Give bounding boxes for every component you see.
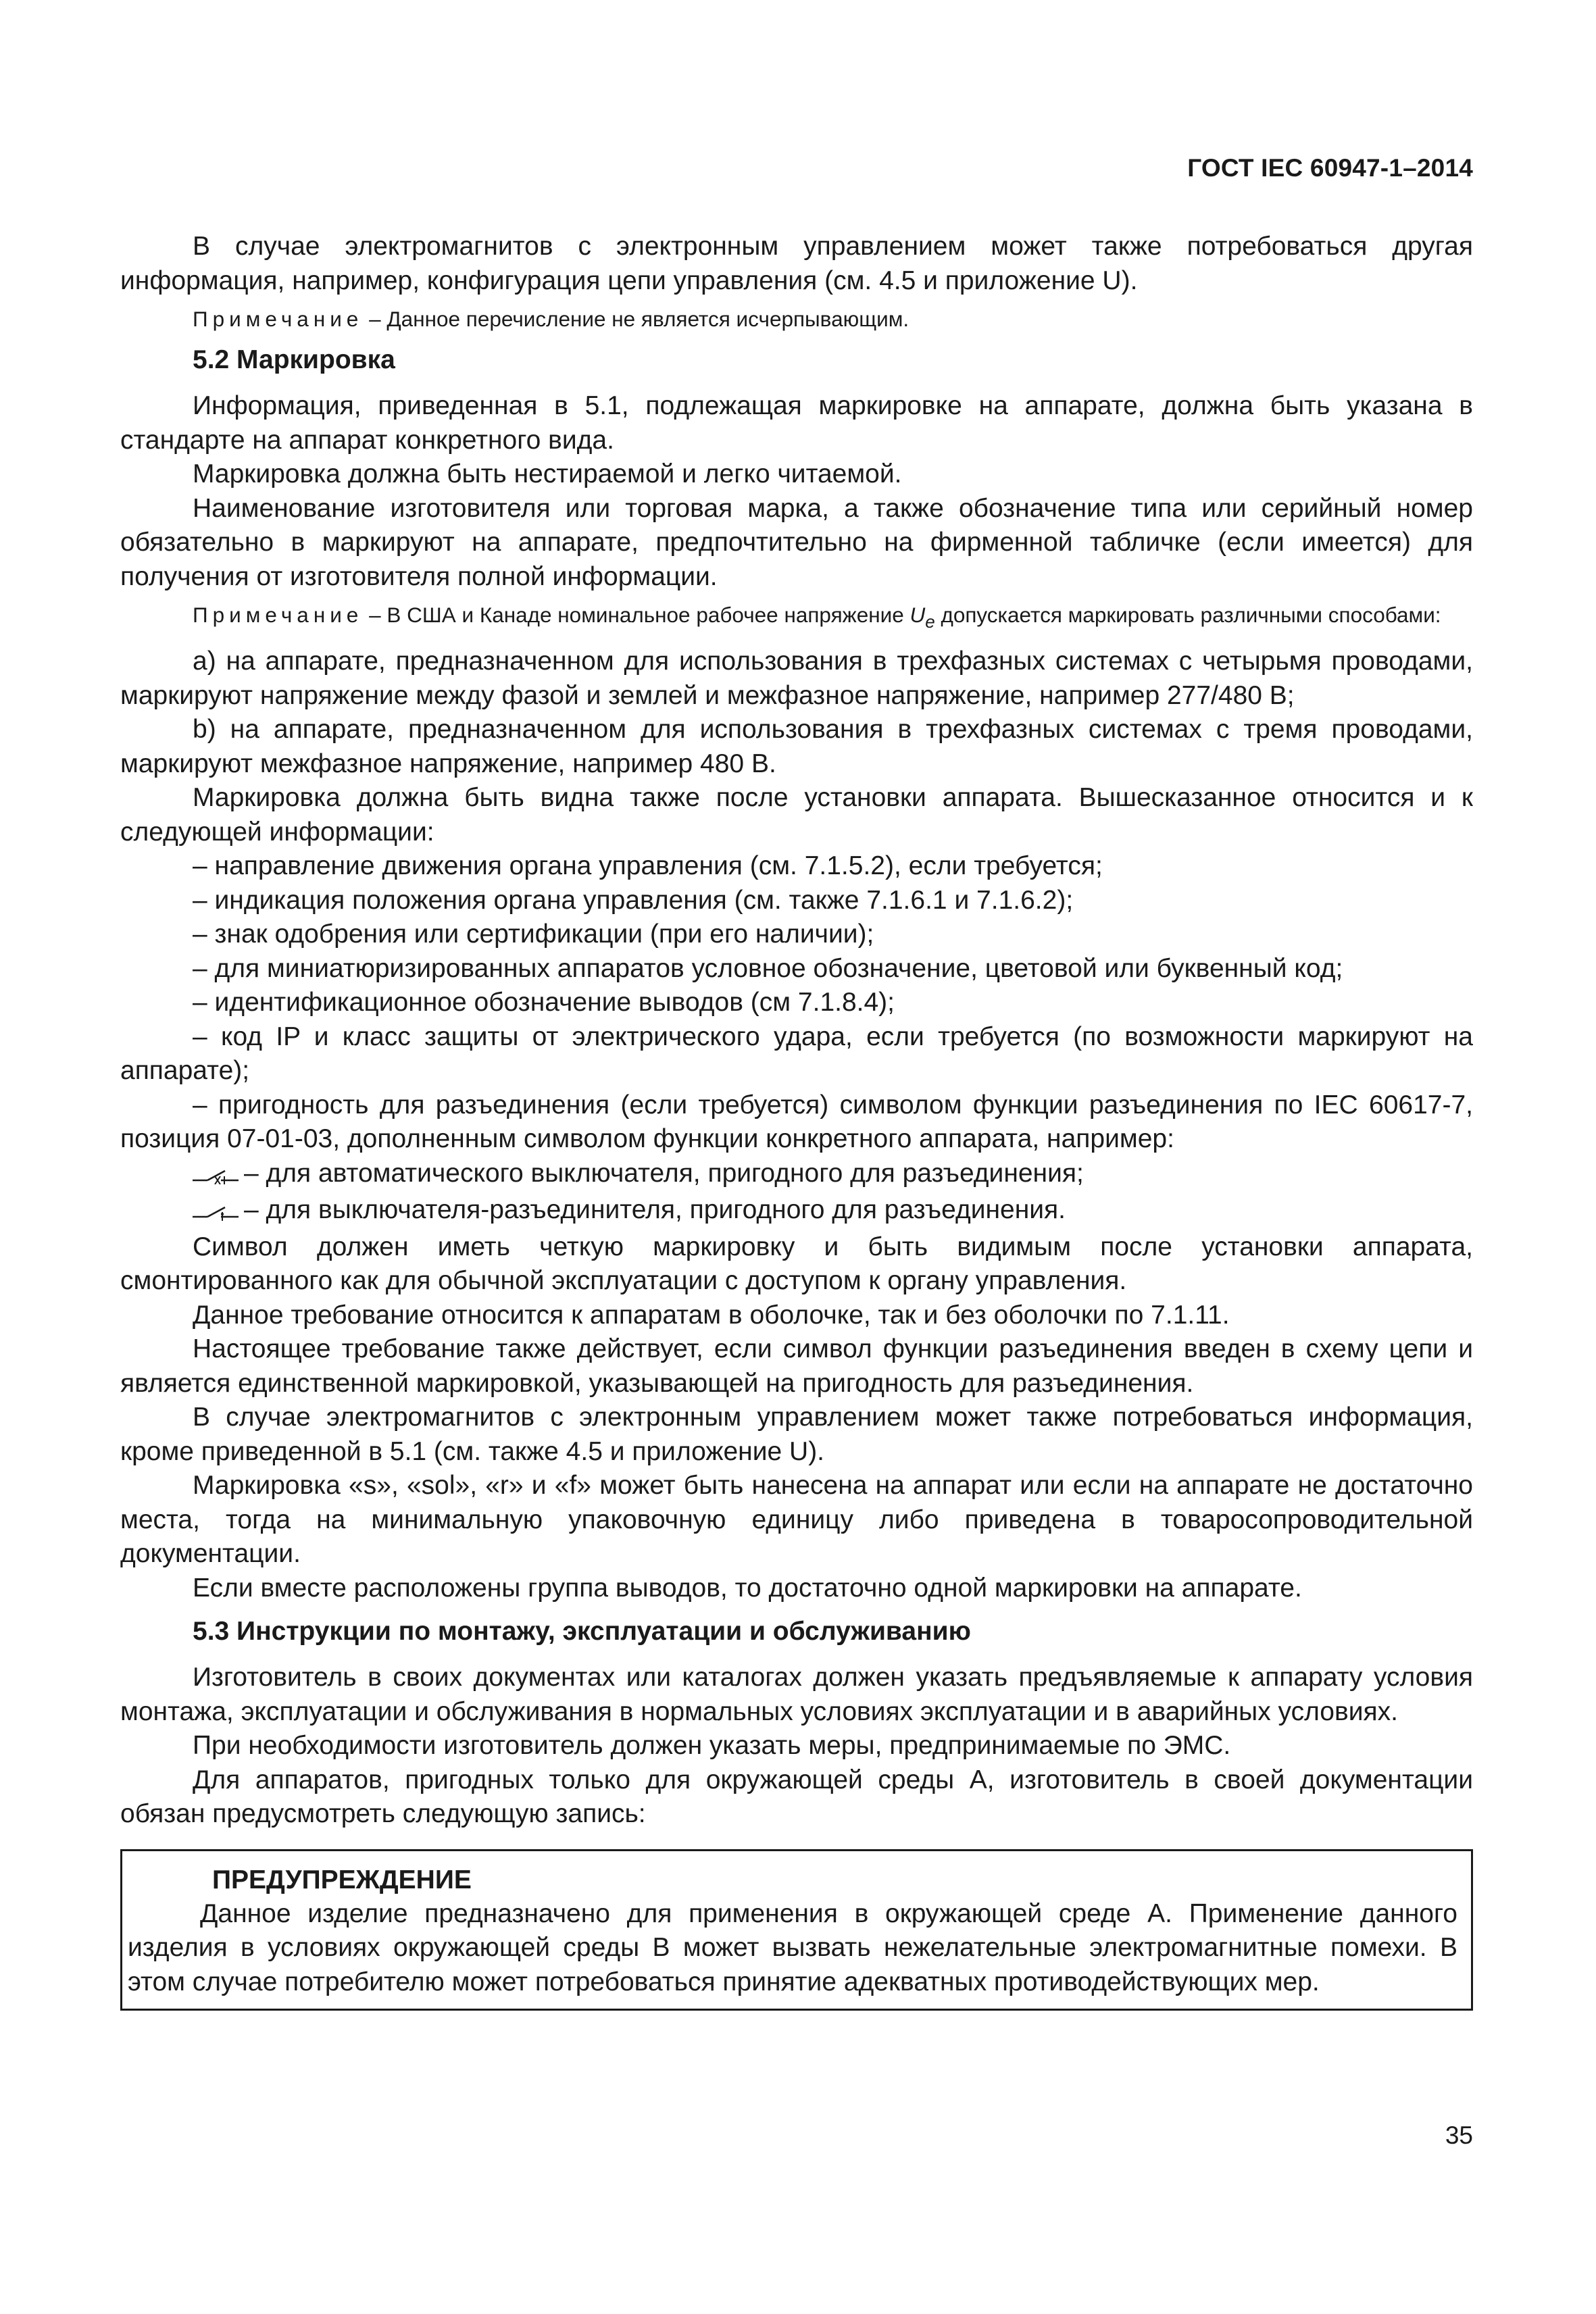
list-item: – индикация положения органа управления (см. также 7.1.6.1 и 7.1.6.2); <box>193 885 1074 915</box>
paragraph: Настоящее требование также действует, если символ функции разъединения введен в схему цепи и является единственной маркировкой, указывающей на пригодность для разъединения. <box>120 1334 1473 1398</box>
list-item: – знак одобрения или сертификации (при его наличии); <box>193 920 874 949</box>
note-text-pre: – В США и Канаде номинальное рабочее напряжение <box>363 603 910 627</box>
warning-text: Данное изделие предназначено для применения в окружающей среде А. Применение данного изделия в условиях окружающей среды В может вызвать нежелательные электромагнитные помехи. В этом случае потребителю может потребоваться принятие адекватных противодействующих мер. <box>128 1898 1457 1996</box>
paragraph: В случае электромагнитов с электронным управлением может также потребоваться информация, кроме приведенной в 5.1 (см. также 4.5 и приложение U). <box>120 1403 1473 1466</box>
symbol-description: – для выключателя-разъединителя, пригодного для разъединения. <box>244 1195 1066 1224</box>
paragraph: Для аппаратов, пригодных только для окружающей среды А, изготовитель в своей документации обязан предусмотреть следующую запись: <box>120 1765 1473 1828</box>
symbol-description: – для автоматического выключателя, пригодного для разъединения; <box>244 1158 1084 1188</box>
intro-note <box>120 305 1473 334</box>
switch-disconnector-symbol-icon <box>193 1196 240 1230</box>
voltage-symbol: U <box>909 603 926 627</box>
circuit-breaker-disconnector-symbol-icon <box>193 1159 240 1194</box>
paragraph: Символ должен иметь четкую маркировку и быть видимым после установки аппарата, смонтированного как для обычной эксплуатации с доступом к органу управления. <box>120 1232 1473 1295</box>
paragraph: Если вместе расположены группа выводов, то достаточно одной маркировки на аппарате. <box>193 1573 1302 1603</box>
paragraph: При необходимости изготовитель должен указать меры, предпринимаемые по ЭМС. <box>193 1731 1231 1760</box>
circuit-breaker-symbol-line <box>120 1157 1473 1194</box>
document-page <box>120 0 1473 2314</box>
switch-disconnector-symbol-line <box>120 1193 1473 1230</box>
voltage-subscript: e <box>925 611 935 632</box>
list-item-b: b) на аппарате, предназначенном для использования в трехфазных системах с тремя проводами, маркируют межфазное напряжение, например 480 В. <box>120 715 1473 778</box>
page-number: 35 <box>1445 2121 1473 2149</box>
document-header-standard-id: ГОСТ IEC 60947-1–2014 <box>1187 154 1473 182</box>
paragraph: Маркировка должна быть видна также после установки аппарата. Вышесказанное относится и к следующей информации: <box>120 783 1473 847</box>
paragraph: Маркировка «s», «sol», «r» и «f» может быть нанесена на аппарат или если на аппарате не достаточно места, тогда на минимальную упаковочную единицу либо приведена в товаросопроводительной документации. <box>120 1471 1473 1568</box>
page-content <box>120 230 1473 2011</box>
paragraph: Информация, приведенная в 5.1, подлежащая маркировке на аппарате, должна быть указана в стандарте на аппарат конкретного вида. <box>120 391 1473 455</box>
note-text: – Данное перечисление не является исчерпывающим. <box>363 307 909 331</box>
paragraph: Изготовитель в своих документах или каталогах должен указать предъявляемые к аппарату условия монтажа, эксплуатации и обслуживания в нормальных условиях эксплуатации и в аварийных условиях. <box>120 1663 1473 1726</box>
list-item: – для миниатюризированных аппаратов условное обозначение, цветовой или буквенный код; <box>193 953 1343 983</box>
paragraph: Наименование изготовителя или торговая марка, а также обозначение типа или серийный номер обязательно в маркируют на аппарате, предпочтительно на фирменной табличке (если имеется) для получения от изготовителя полной информации. <box>120 493 1473 591</box>
list-item: – идентификационное обозначение выводов (см 7.1.8.4); <box>193 988 895 1017</box>
note-label: Примечание <box>193 603 364 627</box>
list-item: – направление движения органа управления (см. 7.1.5.2), если требуется; <box>193 851 1103 880</box>
list-item: – код IP и класс защиты от электрического удара, если требуется (по возможности маркируют на аппарате); <box>120 1022 1473 1085</box>
section-5-3-heading: 5.3 Инструкции по монтажу, эксплуатации и обслуживанию <box>193 1617 971 1646</box>
note-label: Примечание <box>193 307 364 331</box>
note-text-post: допускается маркировать различными способами: <box>934 603 1441 627</box>
warning-box <box>120 1849 1473 2011</box>
list-item-a: a) на аппарате, предназначенном для использования в трехфазных системах с четырьмя проводами, маркируют напряжение между фазой и землей и межфазное напряжение, например 277/480 В; <box>120 647 1473 710</box>
warning-title: ПРЕДУПРЕЖДЕНИЕ <box>212 1865 472 1894</box>
section-5-2-note <box>120 601 1473 636</box>
intro-paragraph: В случае электромагнитов с электронным управлением может также потребоваться другая информация, например, конфигурация цепи управления (см. 4.5 и приложение U). <box>120 232 1473 295</box>
list-item: – пригодность для разъединения (если требуется) символом функции разъединения по IEC 60617-7, позиция 07-01-03, дополненным символом функции конкретного аппарата, например: <box>120 1090 1473 1153</box>
paragraph: Данное требование относится к аппаратам в оболочке, так и без оболочки по 7.1.11. <box>193 1300 1230 1330</box>
section-5-2-heading: 5.2 Маркировка <box>193 345 395 374</box>
paragraph: Маркировка должна быть нестираемой и легко читаемой. <box>193 459 902 488</box>
